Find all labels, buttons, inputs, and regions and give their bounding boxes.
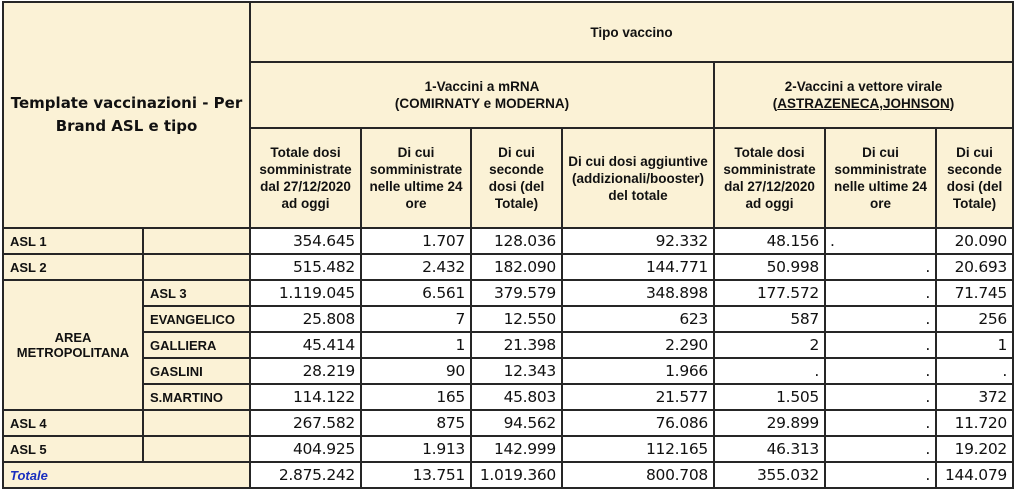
cell: 875 bbox=[361, 410, 471, 436]
cell: 623 bbox=[562, 306, 714, 332]
cell: . bbox=[825, 410, 936, 436]
cell: 7 bbox=[361, 306, 471, 332]
col-header-viral-totale: Totale dosi somministrate dal 27/12/2020 ad oggi bbox=[714, 128, 825, 228]
vaccination-table bbox=[2, 1, 1014, 489]
cell: 182.090 bbox=[471, 254, 562, 280]
area-metropolitana-label: AREA METROPOLITANA bbox=[3, 280, 143, 410]
cell: 13.751 bbox=[361, 462, 471, 488]
cell: 1.505 bbox=[714, 384, 825, 410]
table-row bbox=[3, 254, 1013, 280]
paren-open: ( bbox=[772, 96, 778, 111]
row-label: ASL 3 bbox=[143, 280, 250, 306]
cell: 2.432 bbox=[361, 254, 471, 280]
cell: 11.720 bbox=[936, 410, 1013, 436]
col-header-mrna-aggiuntive: Di cui dosi aggiuntive (addizionali/booster) del totale bbox=[562, 128, 714, 228]
row-label: ASL 1 bbox=[3, 228, 143, 254]
row-label: ASL 2 bbox=[3, 254, 143, 280]
row-label: ASL 5 bbox=[3, 436, 143, 462]
total-row bbox=[3, 462, 1013, 488]
cell: . bbox=[825, 306, 936, 332]
cell: 1 bbox=[361, 332, 471, 358]
cell: 348.898 bbox=[562, 280, 714, 306]
cell: . bbox=[936, 358, 1013, 384]
cell: 267.582 bbox=[250, 410, 361, 436]
cell: 144.079 bbox=[936, 462, 1013, 488]
cell: 45.803 bbox=[471, 384, 562, 410]
table-row bbox=[3, 280, 1013, 306]
cell: 20.090 bbox=[936, 228, 1013, 254]
row-sublabel-empty bbox=[143, 228, 250, 254]
cell: 19.202 bbox=[936, 436, 1013, 462]
header-group-viral bbox=[714, 62, 1013, 128]
cell: 1.119.045 bbox=[250, 280, 361, 306]
cell: 1.019.360 bbox=[471, 462, 562, 488]
cell: 45.414 bbox=[250, 332, 361, 358]
row-label: GALLIERA bbox=[143, 332, 250, 358]
col-header-mrna-seconde: Di cui seconde dosi (del Totale) bbox=[471, 128, 562, 228]
cell: 1.966 bbox=[562, 358, 714, 384]
cell: 21.577 bbox=[562, 384, 714, 410]
cell: 165 bbox=[361, 384, 471, 410]
row-sublabel-empty bbox=[143, 254, 250, 280]
viral-brands: ASTRAZENECA,JOHNSON bbox=[777, 96, 950, 111]
cell: 25.808 bbox=[250, 306, 361, 332]
row-label: ASL 4 bbox=[3, 410, 143, 436]
cell: 48.156 bbox=[714, 228, 825, 254]
table-row bbox=[3, 384, 1013, 410]
cell: 112.165 bbox=[562, 436, 714, 462]
cell: . bbox=[825, 332, 936, 358]
cell: 372 bbox=[936, 384, 1013, 410]
cell: 354.645 bbox=[250, 228, 361, 254]
table-row bbox=[3, 228, 1013, 254]
table-row bbox=[3, 410, 1013, 436]
cell: . bbox=[825, 462, 936, 488]
cell: 144.771 bbox=[562, 254, 714, 280]
cell: 90 bbox=[361, 358, 471, 384]
table-row bbox=[3, 332, 1013, 358]
cell: 256 bbox=[936, 306, 1013, 332]
col-header-viral-seconde: Di cui seconde dosi (del Totale) bbox=[936, 128, 1013, 228]
cell: 1.707 bbox=[361, 228, 471, 254]
cell: 114.122 bbox=[250, 384, 361, 410]
row-label: EVANGELICO bbox=[143, 306, 250, 332]
cell: 12.343 bbox=[471, 358, 562, 384]
table-row bbox=[3, 436, 1013, 462]
group-viral-line2 bbox=[719, 95, 1008, 112]
cell: 142.999 bbox=[471, 436, 562, 462]
row-label: S.MARTINO bbox=[143, 384, 250, 410]
cell: 379.579 bbox=[471, 280, 562, 306]
cell: 515.482 bbox=[250, 254, 361, 280]
group-mrna-line1: 1-Vaccini a mRNA bbox=[424, 79, 540, 94]
row-sublabel-empty bbox=[143, 436, 250, 462]
cell: 29.899 bbox=[714, 410, 825, 436]
cell: 128.036 bbox=[471, 228, 562, 254]
total-label: Totale bbox=[3, 462, 250, 488]
cell: . bbox=[825, 436, 936, 462]
cell: 2 bbox=[714, 332, 825, 358]
cell: . bbox=[825, 384, 936, 410]
cell: 2.290 bbox=[562, 332, 714, 358]
cell: 71.745 bbox=[936, 280, 1013, 306]
cell: 21.398 bbox=[471, 332, 562, 358]
paren-close: ) bbox=[949, 96, 955, 111]
table-row bbox=[3, 306, 1013, 332]
col-header-mrna-totale: Totale dosi somministrate dal 27/12/2020 ad oggi bbox=[250, 128, 361, 228]
cell: 2.875.242 bbox=[250, 462, 361, 488]
cell: . bbox=[825, 280, 936, 306]
header-group-mrna bbox=[250, 62, 714, 128]
cell: 587 bbox=[714, 306, 825, 332]
cell: 404.925 bbox=[250, 436, 361, 462]
col-header-viral-24h: Di cui somministrate nelle ultime 24 ore bbox=[825, 128, 936, 228]
cell: 94.562 bbox=[471, 410, 562, 436]
cell: 76.086 bbox=[562, 410, 714, 436]
group-viral-line1: 2-Vaccini a vettore virale bbox=[784, 79, 943, 94]
cell: 177.572 bbox=[714, 280, 825, 306]
cell: . bbox=[825, 358, 936, 384]
cell: 6.561 bbox=[361, 280, 471, 306]
cell: 355.032 bbox=[714, 462, 825, 488]
cell: 1.913 bbox=[361, 436, 471, 462]
group-mrna-line2: (COMIRNATY e MODERNA) bbox=[394, 96, 570, 111]
header-tipo-vaccino: Tipo vaccino bbox=[250, 2, 1013, 62]
col-header-mrna-24h: Di cui somministrate nelle ultime 24 ore bbox=[361, 128, 471, 228]
cell: . bbox=[714, 358, 825, 384]
cell: 46.313 bbox=[714, 436, 825, 462]
cell: . bbox=[825, 228, 936, 254]
table-title: Template vaccinazioni - Per Brand ASL e tipo bbox=[3, 2, 250, 228]
row-label: GASLINI bbox=[143, 358, 250, 384]
cell: 92.332 bbox=[562, 228, 714, 254]
cell: 28.219 bbox=[250, 358, 361, 384]
row-sublabel-empty bbox=[143, 410, 250, 436]
cell: 800.708 bbox=[562, 462, 714, 488]
table-row bbox=[3, 358, 1013, 384]
cell: 1 bbox=[936, 332, 1013, 358]
cell: 50.998 bbox=[714, 254, 825, 280]
cell: . bbox=[825, 254, 936, 280]
cell: 12.550 bbox=[471, 306, 562, 332]
cell: 20.693 bbox=[936, 254, 1013, 280]
